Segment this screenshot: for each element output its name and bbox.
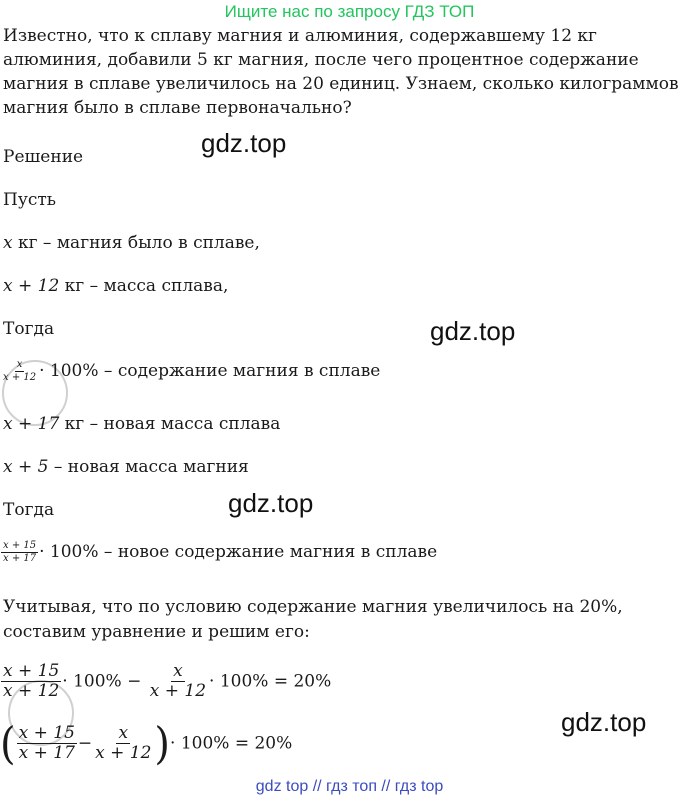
eq1-mult2: · 100% = 20% [209, 671, 332, 692]
line1-text: кг – магния было в сплаве, [12, 233, 260, 253]
eq2-fraction-2 [93, 725, 153, 763]
watermark-3: gdz.top [228, 488, 314, 518]
eq2-minus: − [77, 733, 93, 754]
line3-mult: · 100% [39, 360, 99, 381]
fraction-initial [1, 360, 38, 383]
equation-2 [0, 718, 293, 770]
line4-text: кг – новая масса сплава [59, 414, 281, 434]
eq1-mult1: · 100% − [62, 671, 142, 692]
line3-text: – содержание магния в сплаве [98, 360, 381, 381]
eq1-fraction-1 [1, 663, 61, 701]
fraction-num: x + 15 [3, 661, 60, 681]
footer-links: gdz top // гдз топ // гдз top [255, 778, 444, 795]
line2-text: кг – масса сплава, [59, 276, 229, 296]
solution-label: Решение [3, 147, 84, 167]
eq2-rhs: · 100% = 20% [170, 733, 293, 754]
equation-1 [0, 663, 331, 701]
line5-expr: x + 5 [3, 457, 49, 477]
fraction-num: x + 15 [3, 540, 37, 551]
then-label-2: Тогда [3, 500, 55, 520]
line2-expr: x + 12 [3, 276, 60, 296]
problem-text: Известно, что к сплаву магния и алюминия, содержавшему 12 кг алюминия, добавили 5 кг магния, после чего процентное содержание магния в сплаве увеличилось на 20 единиц. Узнаем, сколько килограммов магния было в сплаве первоначально? [3, 26, 679, 118]
conclusion-text: Учитывая, что по условию содержание магния увеличилось на 20%, составим уравнение и решим его: [3, 597, 623, 642]
fraction-den: x + 12 [3, 371, 37, 383]
line-new-magnesium-mass [3, 457, 249, 477]
watermark-1: gdz.top [201, 128, 287, 158]
watermark-4: gdz.top [561, 707, 647, 737]
fraction-den: x + 17 [18, 743, 75, 764]
fraction-new [1, 541, 38, 564]
line-alloy-mass [3, 276, 228, 296]
var-x: x [3, 233, 13, 253]
line5-text: – новая масса магния [48, 457, 249, 477]
let-label: Пусть [3, 190, 57, 210]
top-banner: Ищите нас по запросу ГДЗ ТОП [224, 2, 475, 21]
line4-expr: x + 17 [3, 414, 60, 434]
eq2-fraction-1 [17, 725, 77, 763]
fraction-num: x [118, 723, 129, 744]
right-paren: ) [154, 718, 171, 770]
fraction-den: x + 12 [149, 680, 207, 701]
line6-text: – новое содержание магния в сплаве [98, 541, 438, 562]
line6-mult: · 100% [39, 541, 99, 562]
fraction-den: x + 12 [95, 743, 152, 764]
watermark-2: gdz.top [430, 316, 516, 346]
line-new-alloy-mass [3, 414, 280, 434]
left-paren: ( [0, 718, 16, 770]
fraction-num: x [16, 359, 23, 370]
line-content-new [0, 541, 437, 564]
line-content-initial [0, 360, 380, 383]
eq1-fraction-2 [148, 663, 208, 701]
fraction-num: x + 15 [18, 723, 75, 744]
fraction-num: x [173, 661, 183, 681]
then-label-1: Тогда [3, 319, 55, 339]
line-magnesium-initial [3, 233, 260, 253]
fraction-den: x + 17 [3, 552, 37, 564]
fraction-den: x + 12 [3, 680, 60, 701]
